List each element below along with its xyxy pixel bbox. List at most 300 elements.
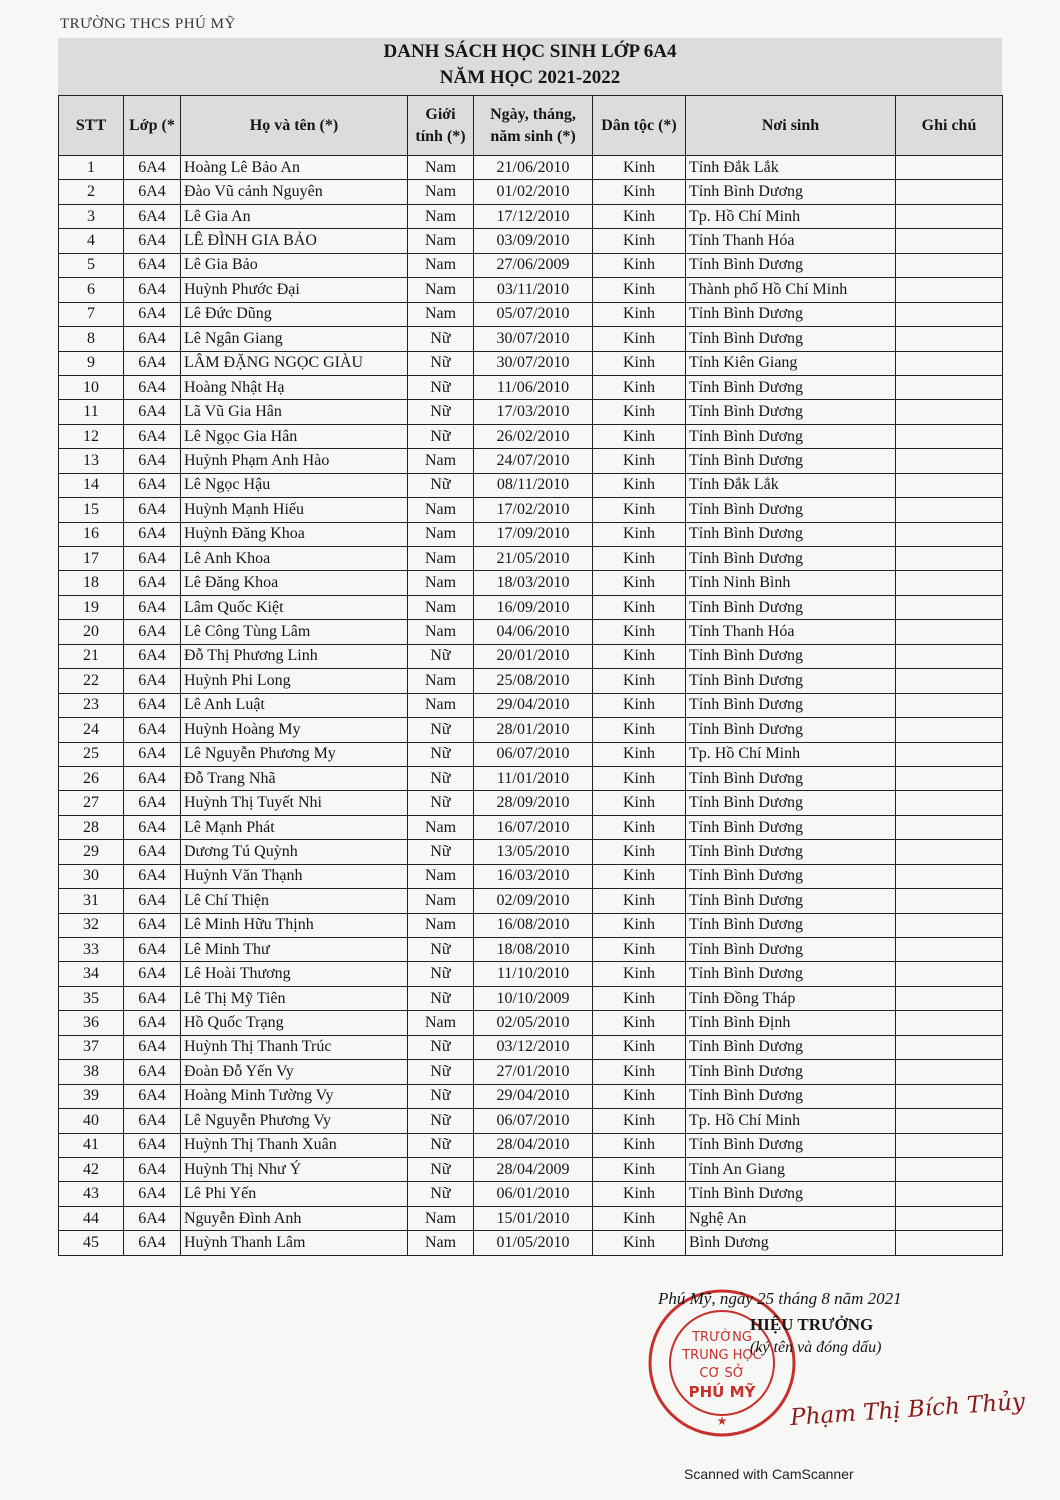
cell-name: Lê Chí Thiện bbox=[181, 889, 408, 913]
cell-birthplace: Tỉnh Bình Dương bbox=[686, 669, 896, 693]
cell-note bbox=[896, 1133, 1003, 1157]
cell-birthplace: Tỉnh Bình Dương bbox=[686, 327, 896, 351]
cell-dob: 16/08/2010 bbox=[474, 913, 593, 937]
cell-note bbox=[896, 424, 1003, 448]
cell-ethnicity: Kinh bbox=[593, 693, 686, 717]
cell-class: 6A4 bbox=[124, 229, 181, 253]
cell-gender: Nữ bbox=[408, 644, 474, 668]
cell-birthplace: Tỉnh Bình Dương bbox=[686, 864, 896, 888]
cell-birthplace: Tỉnh Bình Dương bbox=[686, 962, 896, 986]
signature-date: Phú Mỹ, ngày 25 tháng 8 năm 2021 bbox=[658, 1289, 902, 1308]
cell-stt: 19 bbox=[59, 595, 124, 619]
cell-birthplace: Tỉnh Bình Dương bbox=[686, 644, 896, 668]
cell-dob: 17/02/2010 bbox=[474, 498, 593, 522]
cell-class: 6A4 bbox=[124, 815, 181, 839]
header-note: Ghi chú bbox=[896, 96, 1003, 156]
cell-ethnicity: Kinh bbox=[593, 1035, 686, 1059]
cell-stt: 9 bbox=[59, 351, 124, 375]
cell-class: 6A4 bbox=[124, 1084, 181, 1108]
cell-ethnicity: Kinh bbox=[593, 449, 686, 473]
cell-ethnicity: Kinh bbox=[593, 327, 686, 351]
signature-title: HIỆU TRƯỞNG bbox=[750, 1315, 874, 1334]
cell-gender: Nữ bbox=[408, 962, 474, 986]
cell-name: Lê Công Tùng Lâm bbox=[181, 620, 408, 644]
table-row bbox=[59, 1109, 1003, 1133]
cell-name: Huỳnh Phi Long bbox=[181, 669, 408, 693]
table-row bbox=[59, 913, 1003, 937]
cell-class: 6A4 bbox=[124, 1133, 181, 1157]
cell-gender: Nữ bbox=[408, 840, 474, 864]
cell-note bbox=[896, 571, 1003, 595]
cell-ethnicity: Kinh bbox=[593, 889, 686, 913]
cell-ethnicity: Kinh bbox=[593, 302, 686, 326]
table-row bbox=[59, 449, 1003, 473]
cell-stt: 6 bbox=[59, 278, 124, 302]
cell-name: Dương Tú Quỳnh bbox=[181, 840, 408, 864]
cell-dob: 27/01/2010 bbox=[474, 1060, 593, 1084]
cell-dob: 25/08/2010 bbox=[474, 669, 593, 693]
cell-name: Huỳnh Đăng Khoa bbox=[181, 522, 408, 546]
cell-note bbox=[896, 547, 1003, 571]
cell-class: 6A4 bbox=[124, 547, 181, 571]
cell-birthplace: Tỉnh Đắk Lắk bbox=[686, 156, 896, 180]
cell-class: 6A4 bbox=[124, 791, 181, 815]
cell-dob: 30/07/2010 bbox=[474, 351, 593, 375]
cell-note bbox=[896, 693, 1003, 717]
cell-ethnicity: Kinh bbox=[593, 669, 686, 693]
cell-birthplace: Tỉnh Bình Dương bbox=[686, 766, 896, 790]
cell-gender: Nữ bbox=[408, 400, 474, 424]
cell-name: LÊ ĐÌNH GIA BẢO bbox=[181, 229, 408, 253]
cell-dob: 16/07/2010 bbox=[474, 815, 593, 839]
header-dob: Ngày, tháng, năm sinh (*) bbox=[474, 96, 593, 156]
cell-stt: 21 bbox=[59, 644, 124, 668]
cell-gender: Nam bbox=[408, 1231, 474, 1255]
header-class: Lớp (* bbox=[124, 96, 181, 156]
cell-note bbox=[896, 815, 1003, 839]
cell-dob: 17/12/2010 bbox=[474, 204, 593, 228]
table-row bbox=[59, 840, 1003, 864]
cell-dob: 15/01/2010 bbox=[474, 1206, 593, 1230]
cell-note bbox=[896, 1109, 1003, 1133]
cell-gender: Nữ bbox=[408, 1182, 474, 1206]
cell-birthplace: Tỉnh Bình Dương bbox=[686, 718, 896, 742]
cell-gender: Nam bbox=[408, 229, 474, 253]
cell-birthplace: Tỉnh Bình Dương bbox=[686, 1182, 896, 1206]
cell-name: Lê Hoài Thương bbox=[181, 962, 408, 986]
cell-name: Lê Đăng Khoa bbox=[181, 571, 408, 595]
cell-stt: 43 bbox=[59, 1182, 124, 1206]
cell-gender: Nữ bbox=[408, 473, 474, 497]
cell-ethnicity: Kinh bbox=[593, 522, 686, 546]
cell-dob: 11/06/2010 bbox=[474, 375, 593, 399]
table-row bbox=[59, 595, 1003, 619]
cell-ethnicity: Kinh bbox=[593, 156, 686, 180]
cell-birthplace: Tỉnh Bình Dương bbox=[686, 253, 896, 277]
cell-birthplace: Tp. Hồ Chí Minh bbox=[686, 742, 896, 766]
table-row bbox=[59, 351, 1003, 375]
cell-ethnicity: Kinh bbox=[593, 1109, 686, 1133]
cell-ethnicity: Kinh bbox=[593, 547, 686, 571]
cell-note bbox=[896, 1182, 1003, 1206]
cell-stt: 32 bbox=[59, 913, 124, 937]
cell-note bbox=[896, 1231, 1003, 1255]
cell-note bbox=[896, 986, 1003, 1010]
cell-stt: 4 bbox=[59, 229, 124, 253]
cell-name: Lê Ngọc Hậu bbox=[181, 473, 408, 497]
cell-birthplace: Tp. Hồ Chí Minh bbox=[686, 204, 896, 228]
cell-dob: 10/10/2009 bbox=[474, 986, 593, 1010]
school-stamp bbox=[640, 1285, 810, 1445]
cell-stt: 7 bbox=[59, 302, 124, 326]
cell-name: Lê Anh Khoa bbox=[181, 547, 408, 571]
cell-note bbox=[896, 1011, 1003, 1035]
cell-class: 6A4 bbox=[124, 449, 181, 473]
cell-name: Đỗ Thị Phương Linh bbox=[181, 644, 408, 668]
cell-class: 6A4 bbox=[124, 498, 181, 522]
cell-ethnicity: Kinh bbox=[593, 766, 686, 790]
cell-class: 6A4 bbox=[124, 986, 181, 1010]
cell-note bbox=[896, 204, 1003, 228]
cell-gender: Nam bbox=[408, 595, 474, 619]
cell-ethnicity: Kinh bbox=[593, 595, 686, 619]
cell-stt: 35 bbox=[59, 986, 124, 1010]
table-row bbox=[59, 278, 1003, 302]
cell-birthplace: Tỉnh Bình Dương bbox=[686, 913, 896, 937]
cell-gender: Nam bbox=[408, 180, 474, 204]
cell-name: Lê Mạnh Phát bbox=[181, 815, 408, 839]
stamp-line-1: TRƯỜNG bbox=[692, 1330, 752, 1345]
cell-birthplace: Tỉnh Kiên Giang bbox=[686, 351, 896, 375]
cell-stt: 37 bbox=[59, 1035, 124, 1059]
student-table bbox=[58, 95, 1003, 1256]
cell-gender: Nữ bbox=[408, 742, 474, 766]
cell-class: 6A4 bbox=[124, 693, 181, 717]
cell-class: 6A4 bbox=[124, 473, 181, 497]
stamp-line-3: CƠ SỞ bbox=[699, 1366, 745, 1381]
table-row bbox=[59, 571, 1003, 595]
cell-gender: Nam bbox=[408, 449, 474, 473]
cell-ethnicity: Kinh bbox=[593, 1133, 686, 1157]
cell-class: 6A4 bbox=[124, 1011, 181, 1035]
cell-ethnicity: Kinh bbox=[593, 278, 686, 302]
cell-name: Hoàng Nhật Hạ bbox=[181, 375, 408, 399]
cell-gender: Nữ bbox=[408, 718, 474, 742]
cell-ethnicity: Kinh bbox=[593, 424, 686, 448]
cell-birthplace: Nghệ An bbox=[686, 1206, 896, 1230]
cell-dob: 01/02/2010 bbox=[474, 180, 593, 204]
cell-stt: 22 bbox=[59, 669, 124, 693]
table-row bbox=[59, 473, 1003, 497]
table-row bbox=[59, 1231, 1003, 1255]
cell-stt: 23 bbox=[59, 693, 124, 717]
cell-birthplace: Tỉnh Bình Dương bbox=[686, 840, 896, 864]
scan-watermark: Scanned with CamScanner bbox=[684, 1466, 854, 1482]
cell-dob: 21/06/2010 bbox=[474, 156, 593, 180]
cell-dob: 21/05/2010 bbox=[474, 547, 593, 571]
table-row bbox=[59, 718, 1003, 742]
cell-birthplace: Tỉnh Bình Dương bbox=[686, 693, 896, 717]
cell-note bbox=[896, 864, 1003, 888]
cell-dob: 26/02/2010 bbox=[474, 424, 593, 448]
cell-name: Lê Đức Dũng bbox=[181, 302, 408, 326]
cell-note bbox=[896, 1035, 1003, 1059]
cell-class: 6A4 bbox=[124, 204, 181, 228]
cell-dob: 02/05/2010 bbox=[474, 1011, 593, 1035]
cell-class: 6A4 bbox=[124, 351, 181, 375]
cell-gender: Nam bbox=[408, 498, 474, 522]
table-row bbox=[59, 1060, 1003, 1084]
cell-note bbox=[896, 840, 1003, 864]
cell-dob: 27/06/2009 bbox=[474, 253, 593, 277]
cell-class: 6A4 bbox=[124, 156, 181, 180]
cell-class: 6A4 bbox=[124, 1157, 181, 1181]
cell-class: 6A4 bbox=[124, 253, 181, 277]
cell-note bbox=[896, 180, 1003, 204]
cell-class: 6A4 bbox=[124, 766, 181, 790]
cell-note bbox=[896, 278, 1003, 302]
cell-class: 6A4 bbox=[124, 644, 181, 668]
cell-dob: 20/01/2010 bbox=[474, 644, 593, 668]
cell-stt: 1 bbox=[59, 156, 124, 180]
cell-name: Lê Nguyễn Phương Vy bbox=[181, 1109, 408, 1133]
cell-name: Huỳnh Mạnh Hiếu bbox=[181, 498, 408, 522]
cell-note bbox=[896, 938, 1003, 962]
cell-note bbox=[896, 156, 1003, 180]
cell-class: 6A4 bbox=[124, 1182, 181, 1206]
cell-ethnicity: Kinh bbox=[593, 644, 686, 668]
cell-stt: 31 bbox=[59, 889, 124, 913]
header-ethnicity: Dân tộc (*) bbox=[593, 96, 686, 156]
cell-class: 6A4 bbox=[124, 1109, 181, 1133]
school-name: TRƯỜNG THCS PHÚ MỸ bbox=[60, 16, 236, 32]
cell-note bbox=[896, 449, 1003, 473]
cell-birthplace: Tỉnh Bình Dương bbox=[686, 595, 896, 619]
cell-ethnicity: Kinh bbox=[593, 864, 686, 888]
cell-name: Lê Phi Yến bbox=[181, 1182, 408, 1206]
table-row bbox=[59, 669, 1003, 693]
cell-stt: 3 bbox=[59, 204, 124, 228]
cell-birthplace: Tỉnh Bình Định bbox=[686, 1011, 896, 1035]
cell-class: 6A4 bbox=[124, 1206, 181, 1230]
cell-birthplace: Tp. Hồ Chí Minh bbox=[686, 1109, 896, 1133]
table-row bbox=[59, 693, 1003, 717]
cell-note bbox=[896, 889, 1003, 913]
cell-note bbox=[896, 620, 1003, 644]
cell-dob: 18/03/2010 bbox=[474, 571, 593, 595]
cell-ethnicity: Kinh bbox=[593, 1182, 686, 1206]
cell-stt: 15 bbox=[59, 498, 124, 522]
cell-birthplace: Tỉnh Bình Dương bbox=[686, 547, 896, 571]
cell-stt: 18 bbox=[59, 571, 124, 595]
cell-note bbox=[896, 375, 1003, 399]
header-name: Họ và tên (*) bbox=[181, 96, 408, 156]
cell-name: Nguyễn Đình Anh bbox=[181, 1206, 408, 1230]
cell-name: Lê Nguyễn Phương My bbox=[181, 742, 408, 766]
cell-dob: 03/09/2010 bbox=[474, 229, 593, 253]
header-birthplace: Nơi sinh bbox=[686, 96, 896, 156]
cell-class: 6A4 bbox=[124, 180, 181, 204]
cell-gender: Nữ bbox=[408, 986, 474, 1010]
cell-birthplace: Tỉnh Bình Dương bbox=[686, 1060, 896, 1084]
cell-ethnicity: Kinh bbox=[593, 204, 686, 228]
cell-name: Lâm Quốc Kiệt bbox=[181, 595, 408, 619]
cell-note bbox=[896, 742, 1003, 766]
cell-class: 6A4 bbox=[124, 302, 181, 326]
cell-dob: 05/07/2010 bbox=[474, 302, 593, 326]
cell-gender: Nam bbox=[408, 522, 474, 546]
cell-name: Hoàng Lê Bảo An bbox=[181, 156, 408, 180]
cell-stt: 25 bbox=[59, 742, 124, 766]
table-row bbox=[59, 644, 1003, 668]
cell-dob: 04/06/2010 bbox=[474, 620, 593, 644]
cell-gender: Nữ bbox=[408, 1035, 474, 1059]
cell-name: Lê Gia Bảo bbox=[181, 253, 408, 277]
cell-note bbox=[896, 913, 1003, 937]
table-row bbox=[59, 375, 1003, 399]
cell-gender: Nữ bbox=[408, 1060, 474, 1084]
cell-note bbox=[896, 644, 1003, 668]
cell-stt: 39 bbox=[59, 1084, 124, 1108]
cell-birthplace: Tỉnh Bình Dương bbox=[686, 815, 896, 839]
cell-dob: 28/09/2010 bbox=[474, 791, 593, 815]
cell-stt: 16 bbox=[59, 522, 124, 546]
cell-gender: Nam bbox=[408, 547, 474, 571]
cell-gender: Nam bbox=[408, 1206, 474, 1230]
cell-birthplace: Tỉnh Bình Dương bbox=[686, 375, 896, 399]
cell-gender: Nữ bbox=[408, 424, 474, 448]
cell-name: Huỳnh Thanh Lâm bbox=[181, 1231, 408, 1255]
cell-note bbox=[896, 229, 1003, 253]
table-row bbox=[59, 204, 1003, 228]
cell-ethnicity: Kinh bbox=[593, 620, 686, 644]
cell-stt: 17 bbox=[59, 547, 124, 571]
cell-note bbox=[896, 498, 1003, 522]
table-row bbox=[59, 522, 1003, 546]
cell-note bbox=[896, 473, 1003, 497]
cell-class: 6A4 bbox=[124, 962, 181, 986]
cell-ethnicity: Kinh bbox=[593, 742, 686, 766]
cell-dob: 28/01/2010 bbox=[474, 718, 593, 742]
cell-birthplace: Tỉnh Ninh Bình bbox=[686, 571, 896, 595]
cell-note bbox=[896, 1084, 1003, 1108]
cell-name: Lê Minh Hữu Thịnh bbox=[181, 913, 408, 937]
cell-ethnicity: Kinh bbox=[593, 400, 686, 424]
cell-ethnicity: Kinh bbox=[593, 913, 686, 937]
cell-dob: 18/08/2010 bbox=[474, 938, 593, 962]
cell-note bbox=[896, 595, 1003, 619]
cell-gender: Nam bbox=[408, 1011, 474, 1035]
cell-class: 6A4 bbox=[124, 620, 181, 644]
cell-dob: 28/04/2010 bbox=[474, 1133, 593, 1157]
cell-gender: Nữ bbox=[408, 1109, 474, 1133]
cell-class: 6A4 bbox=[124, 864, 181, 888]
cell-name: Huỳnh Phạm Anh Hào bbox=[181, 449, 408, 473]
cell-class: 6A4 bbox=[124, 742, 181, 766]
cell-gender: Nữ bbox=[408, 327, 474, 351]
table-row bbox=[59, 620, 1003, 644]
cell-stt: 24 bbox=[59, 718, 124, 742]
cell-class: 6A4 bbox=[124, 278, 181, 302]
table-row bbox=[59, 302, 1003, 326]
cell-note bbox=[896, 962, 1003, 986]
stamp-star: ★ bbox=[716, 1414, 728, 1428]
cell-name: Hồ Quốc Trạng bbox=[181, 1011, 408, 1035]
cell-class: 6A4 bbox=[124, 840, 181, 864]
cell-dob: 17/09/2010 bbox=[474, 522, 593, 546]
table-row bbox=[59, 156, 1003, 180]
cell-gender: Nữ bbox=[408, 1084, 474, 1108]
cell-stt: 10 bbox=[59, 375, 124, 399]
cell-gender: Nam bbox=[408, 156, 474, 180]
cell-gender: Nam bbox=[408, 693, 474, 717]
cell-stt: 5 bbox=[59, 253, 124, 277]
cell-dob: 08/11/2010 bbox=[474, 473, 593, 497]
cell-birthplace: Tỉnh Bình Dương bbox=[686, 938, 896, 962]
cell-name: Lê Minh Thư bbox=[181, 938, 408, 962]
cell-stt: 36 bbox=[59, 1011, 124, 1035]
cell-name: Huỳnh Hoàng My bbox=[181, 718, 408, 742]
cell-birthplace: Tỉnh An Giang bbox=[686, 1157, 896, 1181]
cell-ethnicity: Kinh bbox=[593, 571, 686, 595]
cell-birthplace: Tỉnh Thanh Hóa bbox=[686, 229, 896, 253]
cell-dob: 06/01/2010 bbox=[474, 1182, 593, 1206]
table-row bbox=[59, 1084, 1003, 1108]
cell-name: Lê Ngọc Gia Hân bbox=[181, 424, 408, 448]
cell-dob: 16/09/2010 bbox=[474, 595, 593, 619]
cell-gender: Nam bbox=[408, 204, 474, 228]
cell-birthplace: Tỉnh Bình Dương bbox=[686, 424, 896, 448]
table-row bbox=[59, 766, 1003, 790]
cell-name: Lê Thị Mỹ Tiên bbox=[181, 986, 408, 1010]
cell-birthplace: Tỉnh Bình Dương bbox=[686, 522, 896, 546]
cell-ethnicity: Kinh bbox=[593, 1206, 686, 1230]
table-row bbox=[59, 1133, 1003, 1157]
cell-stt: 26 bbox=[59, 766, 124, 790]
cell-name: Huỳnh Thị Như Ý bbox=[181, 1157, 408, 1181]
cell-note bbox=[896, 1060, 1003, 1084]
table-row bbox=[59, 253, 1003, 277]
cell-gender: Nữ bbox=[408, 351, 474, 375]
cell-birthplace: Tỉnh Thanh Hóa bbox=[686, 620, 896, 644]
cell-birthplace: Tỉnh Bình Dương bbox=[686, 302, 896, 326]
cell-note bbox=[896, 1157, 1003, 1181]
cell-gender: Nữ bbox=[408, 766, 474, 790]
cell-birthplace: Tỉnh Bình Dương bbox=[686, 498, 896, 522]
table-row bbox=[59, 1157, 1003, 1181]
cell-gender: Nam bbox=[408, 815, 474, 839]
cell-name: Đoàn Đỗ Yến Vy bbox=[181, 1060, 408, 1084]
table-row bbox=[59, 815, 1003, 839]
cell-gender: Nam bbox=[408, 278, 474, 302]
cell-name: Lê Ngân Giang bbox=[181, 327, 408, 351]
cell-name: Huỳnh Văn Thạnh bbox=[181, 864, 408, 888]
header-stt: STT bbox=[59, 96, 124, 156]
cell-birthplace: Tỉnh Bình Dương bbox=[686, 180, 896, 204]
cell-ethnicity: Kinh bbox=[593, 840, 686, 864]
cell-gender: Nam bbox=[408, 864, 474, 888]
cell-stt: 11 bbox=[59, 400, 124, 424]
cell-gender: Nữ bbox=[408, 1157, 474, 1181]
cell-gender: Nam bbox=[408, 302, 474, 326]
cell-birthplace: Bình Dương bbox=[686, 1231, 896, 1255]
cell-class: 6A4 bbox=[124, 1060, 181, 1084]
title-line-1: DANH SÁCH HỌC SINH LỚP 6A4 bbox=[383, 41, 677, 62]
cell-stt: 38 bbox=[59, 1060, 124, 1084]
cell-class: 6A4 bbox=[124, 938, 181, 962]
cell-name: Huỳnh Thị Tuyết Nhi bbox=[181, 791, 408, 815]
header-gender: Giới tính (*) bbox=[408, 96, 474, 156]
